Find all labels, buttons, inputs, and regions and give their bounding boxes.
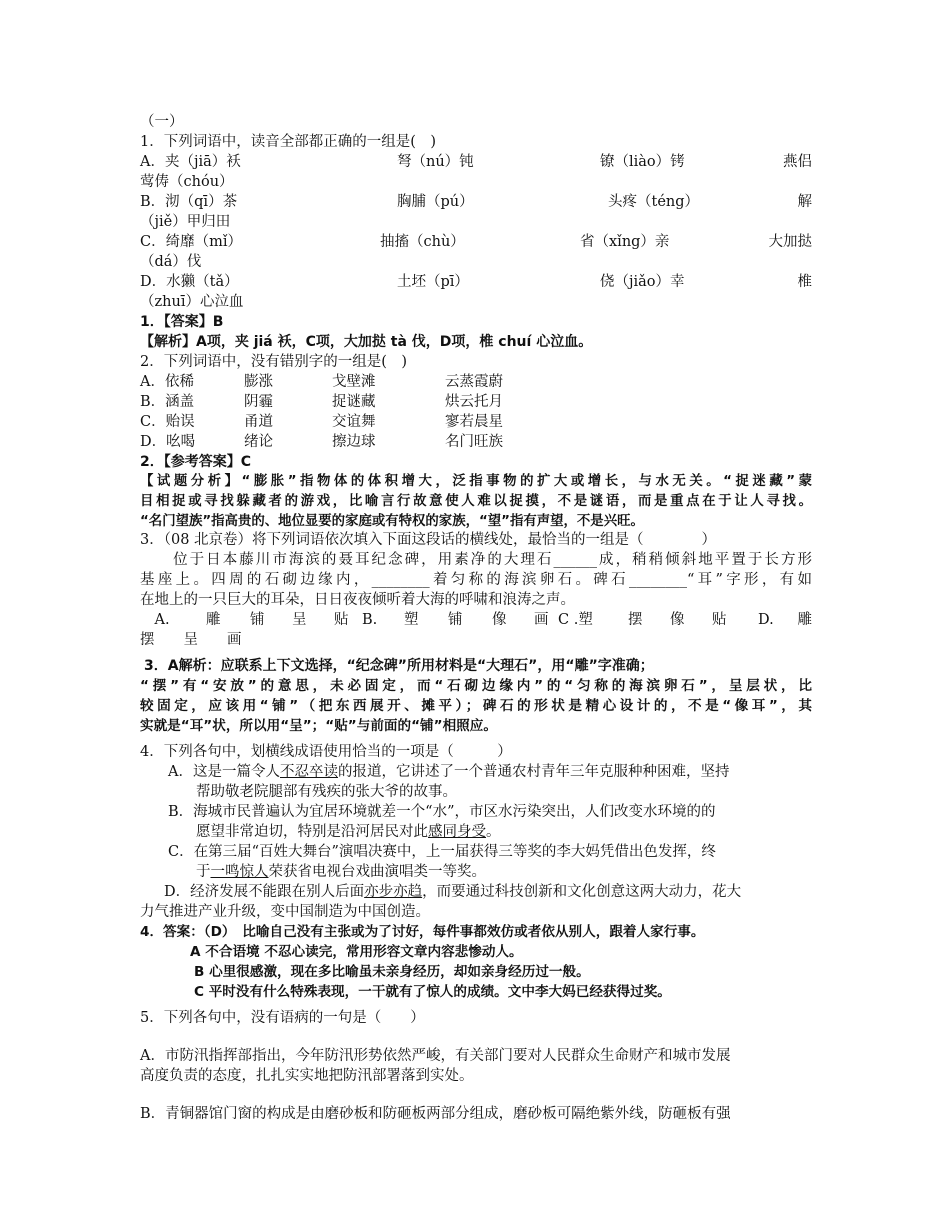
q1-d-word1: D．水獭（tǎ）	[140, 274, 239, 290]
q1-c-word3: 省（xǐng）亲	[580, 234, 670, 250]
q1-b-word2: 胸脯（pú）	[397, 194, 474, 210]
q3-analysis-line3: 较固定，应该用“铺”（把东西展开、摊平）；碑石的形状是精心设计的，不是“像耳”，其	[140, 698, 812, 714]
section-heading: （一）	[140, 114, 184, 130]
q4-option-d-line1	[164, 882, 812, 902]
q1-option-c-cont: （dá）伐	[140, 254, 202, 270]
q2-a-w1: A．依稀	[140, 374, 194, 390]
q3-para-line1: 位于日本藤川市海滨的聂耳纪念碑，用素净的大理石______成，稍稍倾斜地平置于长方形	[140, 552, 812, 568]
q4-option-b-line2	[196, 822, 812, 842]
q1-d-word3: 侥（jiǎo）幸	[600, 274, 685, 290]
q3-opt-c-2: 像	[670, 612, 685, 628]
q4-b-text1: 愿望非常迫切，特别是沿河居民对此	[196, 824, 428, 840]
q2-b-w4: 烘云托月	[445, 394, 503, 410]
q5-option-a-line1: A．市防汛指挥部指出，今年防汛形势依然严峻，有关部门要对人民群众生命财产和城市发展	[140, 1048, 731, 1064]
q3-analysis-line2: “摆”有“安放”的意思，未必固定，而“石砌边缘内”的“匀称的海滨卵石”，呈层状，比	[140, 678, 812, 694]
q3-opt-a-2: 铺	[250, 612, 265, 628]
q4-d-text2: ，而要通过科技创新和文化创意这两大动力，花大	[422, 884, 742, 900]
q1-c-word4: 大加挞	[768, 234, 812, 250]
q3-opt-b-2: 铺	[448, 612, 463, 628]
q3-opt-c-3: 贴	[712, 612, 727, 628]
q1-a-word3: 镣（liào）铐	[600, 154, 685, 170]
q4-d-text1: D．经济发展不能跟在别人后面	[164, 884, 365, 900]
q2-c-w2: 甬道	[244, 414, 273, 430]
q2-d-w2: 绪论	[244, 434, 273, 450]
q1-a-word1: A．夹（jiā）袄	[140, 154, 241, 170]
q4-a-idiom: 不忍卒读	[279, 764, 338, 780]
q2-d-w4: 名门旺族	[445, 434, 503, 450]
q4-answer-line4: C 平时没有什么特殊表现，一干就有了惊人的成绩。文中李大妈已经获得过奖。	[194, 984, 671, 1000]
q1-c-word1: C．绮靡（mǐ）	[140, 234, 242, 250]
q4-c-text2: 荣获省电视台戏曲演唱类一等奖。	[268, 864, 486, 880]
q2-c-w4: 寥若晨星	[445, 414, 503, 430]
q2-d-w3: 擦边球	[332, 434, 376, 450]
q4-stem: 4．下列各句中，划横线成语使用恰当的一项是（ ）	[140, 744, 512, 760]
q4-b-text2: 。	[486, 824, 501, 840]
q2-stem: 2．下列词语中，没有错别字的一组是( )	[140, 354, 408, 370]
q4-answer-line2: A 不合语境 不忍心读完，常用形容文章内容悲惨动人。	[190, 944, 523, 960]
q1-b-word4: 解	[797, 194, 812, 210]
q3-opt-b-4: 画	[534, 612, 549, 628]
q1-d-word2: 土坯（pī）	[397, 274, 469, 290]
q2-analysis-line2: 目相捉或寻找躲藏者的游戏，比喻言行故意使人难以捉摸，不是谜语，而是重点在于让人寻找。	[140, 494, 812, 509]
q4-option-d-line2: 力气推进产业升级，变中国制造为中国创造。	[140, 904, 430, 920]
q5-option-b-line1: B．青铜器馆门窗的构成是由磨砂板和防砸板两部分组成，磨砂板可隔绝紫外线，防砸板有强	[140, 1106, 731, 1122]
q1-answer: 1．【答案】B	[140, 314, 224, 330]
q2-c-w1: C．贻误	[140, 414, 195, 430]
q4-option-c-line1: C．在第三届“百姓大舞台”演唱决赛中，上一届获得三等奖的李大妈凭借出色发挥，终	[168, 844, 716, 860]
q3-opt-a-4: 贴	[334, 612, 349, 628]
q2-analysis-line3: “名门望族”指高贵的、地位显要的家庭或有特权的家族，“望”指有声望，不是兴旺。	[140, 514, 644, 529]
q1-stem: 1．下列词语中，读音全部都正确的一组是( )	[140, 134, 437, 150]
q3-analysis-line4: 实就是“耳”状，所以用“呈”；“贴”与前面的“铺”相照应。	[140, 718, 497, 734]
q2-b-w2: 阴霾	[244, 394, 273, 410]
q2-c-w3: 交谊舞	[332, 414, 376, 430]
q2-b-w1: B．涵盖	[140, 394, 195, 410]
q3-options-line2: 摆 呈 画	[140, 632, 242, 648]
q1-b-word3: 头疼（téng）	[608, 194, 700, 210]
q3-opt-a-3: 呈	[292, 612, 307, 628]
q1-d-word4: 椎	[797, 274, 812, 290]
q1-a-word2: 弩（nú）钝	[397, 154, 474, 170]
q2-answer: 2．【参考答案】C	[140, 454, 252, 470]
q1-option-d-cont: （zhuī）心泣血	[140, 294, 244, 310]
q1-a-word4: 燕侣	[783, 154, 812, 170]
q3-analysis-line1: 3．A解析：应联系上下文选择，“纪念碑”所用材料是“大理石”，用“雕”字准确；	[144, 658, 654, 674]
q3-stem: 3．（08 北京卷）将下列词语依次填入下面这段话的横线处，最恰当的一组是（ ）	[140, 532, 717, 548]
q3-opt-b-label: B.	[362, 612, 378, 628]
q3-opt-a-label: A.	[140, 612, 170, 628]
q4-d-idiom: 亦步亦趋	[364, 884, 423, 900]
q4-b-idiom: 感同身受	[428, 824, 486, 840]
q1-c-word2: 抽搐（chù）	[380, 234, 465, 250]
q2-d-w1: D．吆喝	[140, 434, 196, 450]
q3-opt-c-label: C .塑	[558, 612, 593, 628]
q4-a-text2: 的报道，它讲述了一个普通农村青年三年克服种种困难，坚持	[337, 764, 730, 780]
q2-b-w3: 捉谜藏	[332, 394, 376, 410]
q1-b-word1: B．沏（qī）茶	[140, 194, 238, 210]
q3-opt-a-1: 雕	[206, 612, 221, 628]
q3-para-line2: 基座上。四周的石砌边缘内，________着匀称的海滨卵石。碑石________“耳”字形，有如	[140, 572, 812, 588]
q2-analysis-line1: 【试题分析】“膨胀”指物体的体积增大，泛指事物的扩大或增长，与水无关。“捉迷藏”蒙	[140, 474, 812, 489]
q3-opt-d-1: 雕	[797, 612, 812, 628]
q3-opt-c-1: 摆	[628, 612, 643, 628]
q3-opt-d-label: D.	[758, 612, 774, 628]
q1-analysis: 【解析】A项，夹 jiá 袄，C项，大加挞 tà 伐，D项，椎 chuí 心泣血。	[140, 334, 593, 350]
q4-answer-line3: B 心里很感激，现在多比喻虽未亲身经历，却如亲身经历过一般。	[194, 964, 590, 980]
q3-opt-b-3: 像	[492, 612, 507, 628]
q4-c-idiom: 一鸣惊人	[210, 864, 269, 880]
q4-option-b-line1: B．海城市民普遍认为宜居环境就差一个“水”，市区水污染突出，人们改变水环境的的	[168, 804, 716, 820]
q5-stem: 5．下列各句中，没有语病的一句是（ ）	[140, 1010, 425, 1026]
q4-option-a-line2: 帮助敬老院腿部有残疾的张大爷的故事。	[196, 784, 457, 800]
q4-answer-line1: 4．答案：（D） 比喻自己没有主张或为了讨好，每件事都效仿或者依从别人，跟着人家行事。	[140, 924, 705, 940]
q2-a-w2: 膨涨	[244, 374, 273, 390]
q2-a-w3: 戈壁滩	[332, 374, 376, 390]
q1-option-b-cont: （jiě）甲归田	[140, 214, 231, 230]
q3-opt-b-1: 塑	[404, 612, 419, 628]
q5-option-a-line2: 高度负责的态度，扎扎实实地把防汛部署落到实处。	[140, 1068, 474, 1084]
q4-option-c-line2	[196, 862, 812, 882]
q1-option-a-cont: 莺俦（chóu）	[140, 174, 234, 190]
q3-para-line3: 在地上的一只巨大的耳朵，日日夜夜倾听着大海的呼啸和浪涛之声。	[140, 592, 575, 608]
q2-a-w4: 云蒸霞蔚	[445, 374, 503, 390]
q4-a-text1: A．这是一篇令人	[168, 764, 280, 780]
q4-option-a-line1	[168, 762, 812, 782]
q4-c-text1: 于	[196, 864, 211, 880]
